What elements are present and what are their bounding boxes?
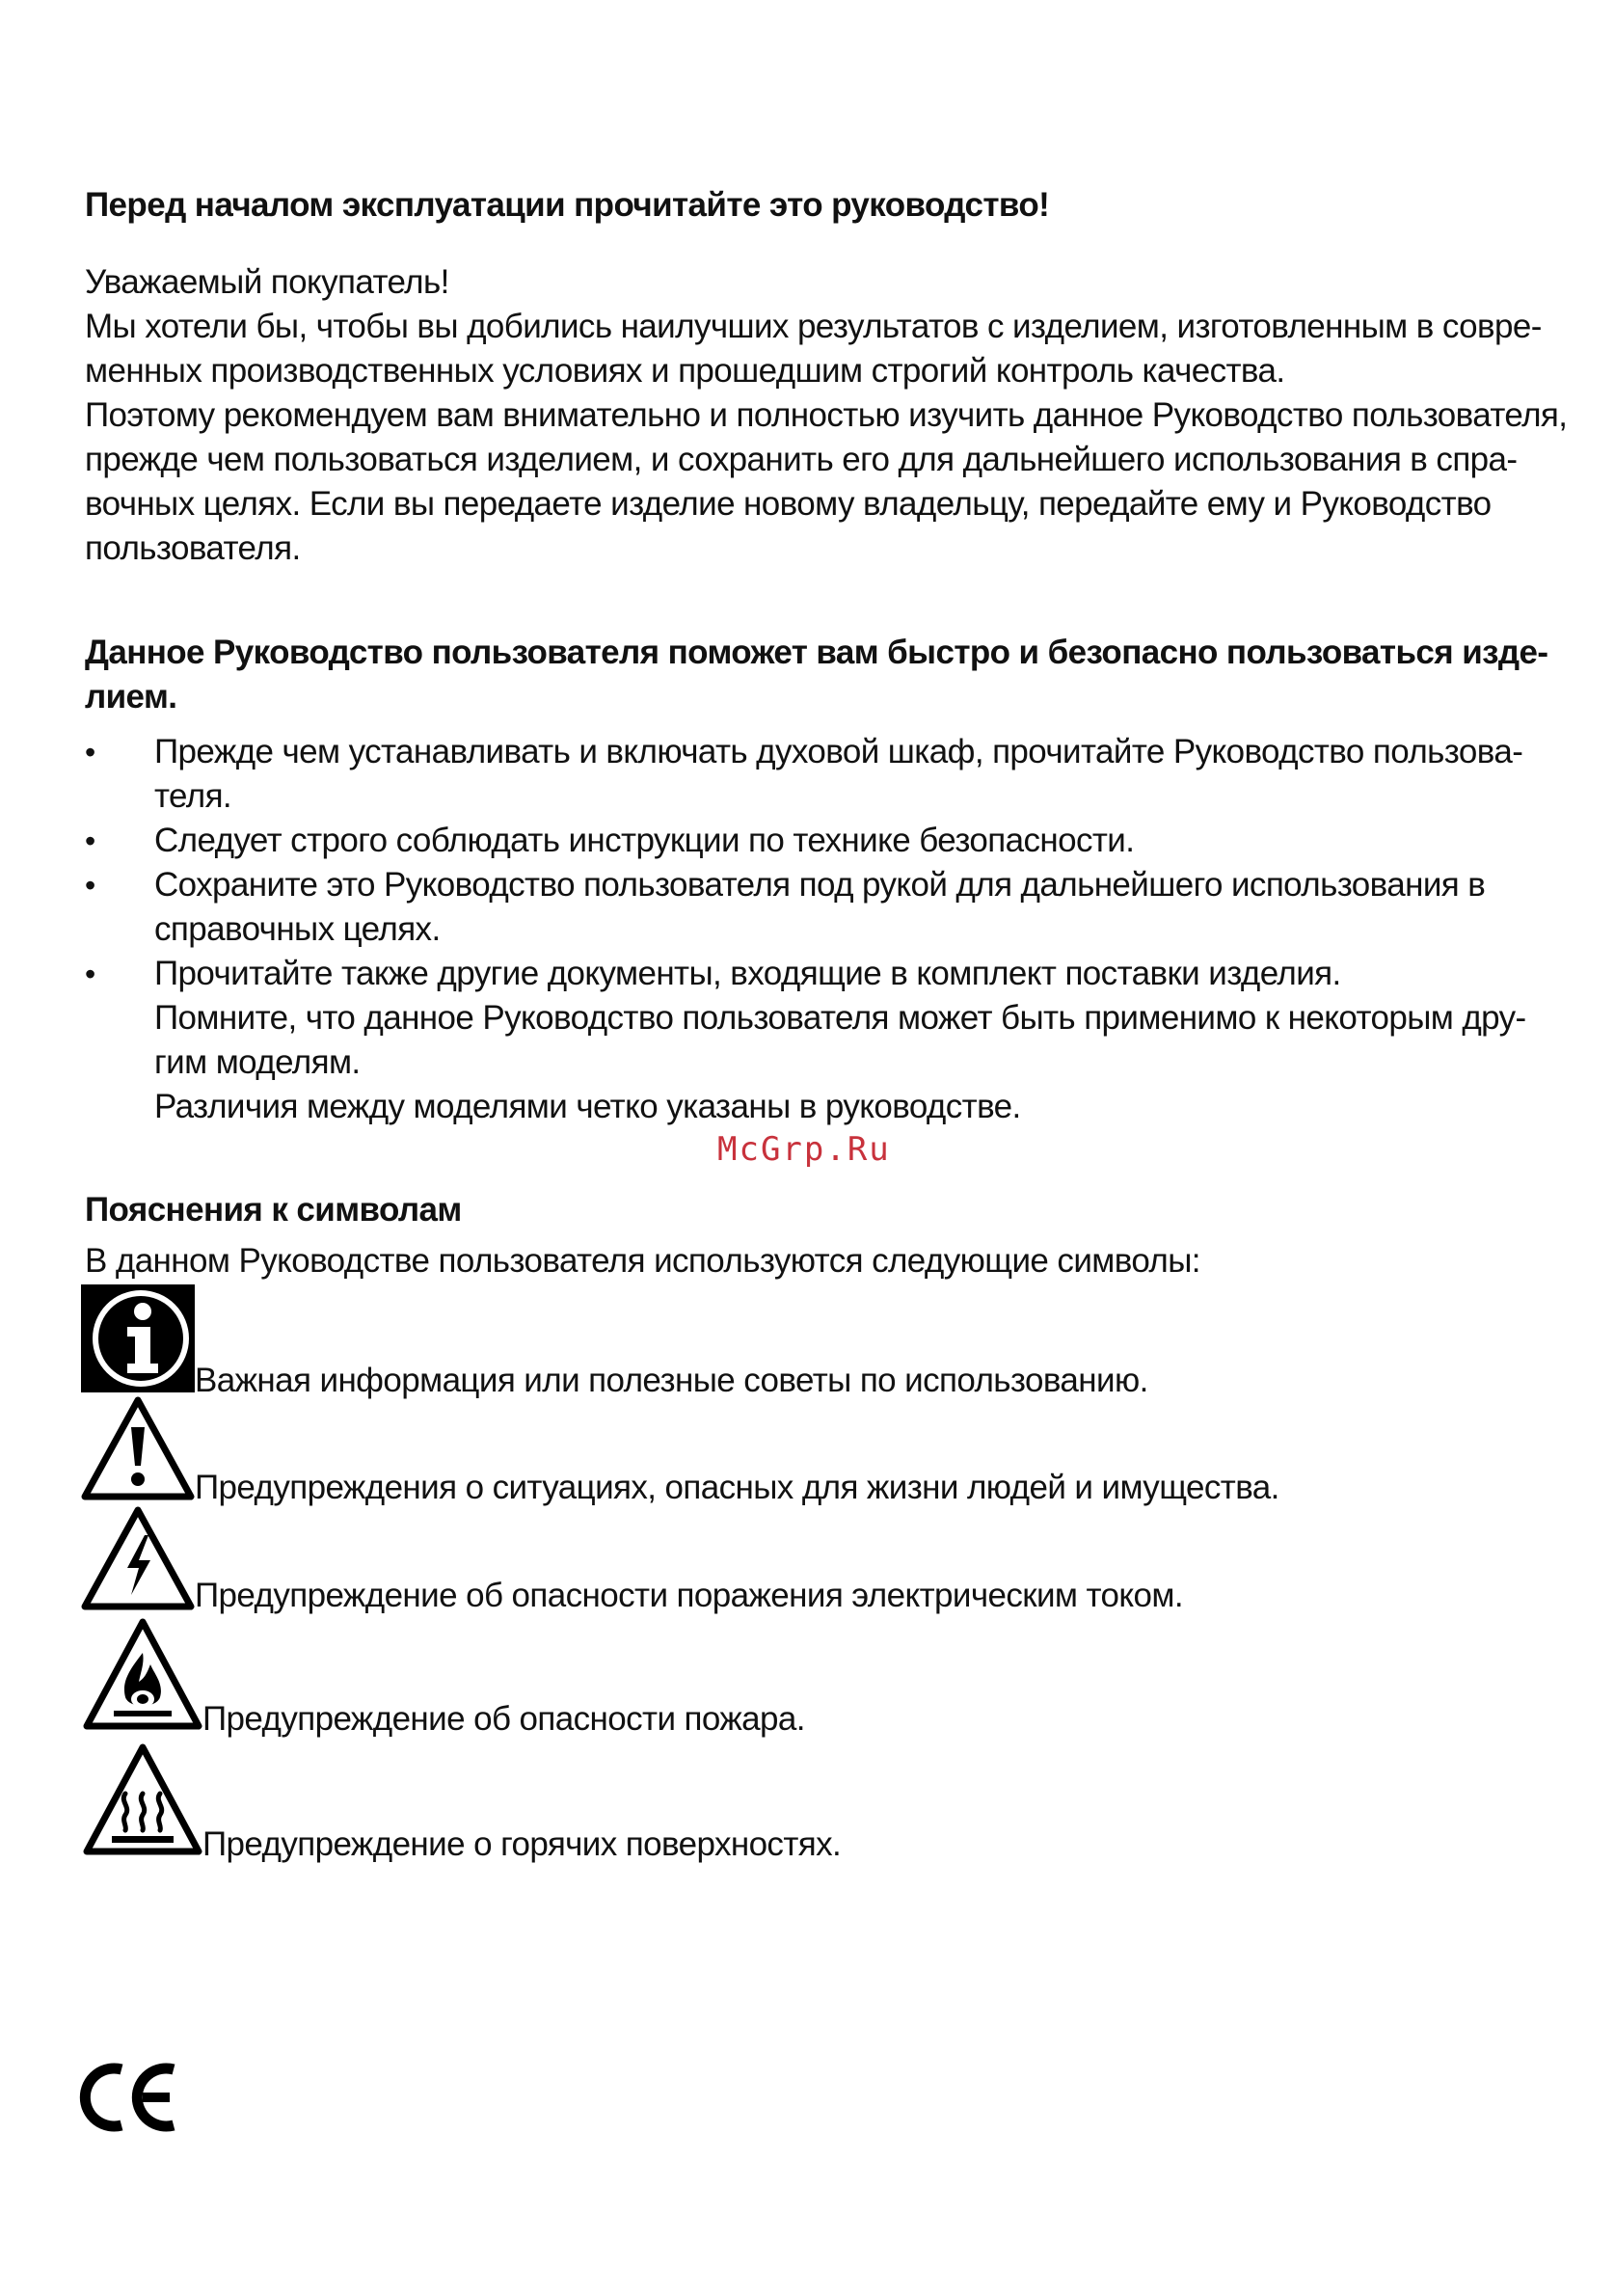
intro-line: прежде чем пользоваться изделием, и сохранить его для дальнейшего использования в спра- [85, 441, 1518, 478]
intro-line: менных производственных условиях и прошедшим строгий контроль качества. [85, 352, 1285, 390]
bullet-text: справочных целях. [154, 910, 441, 948]
bullet-text: теля. [154, 777, 232, 815]
bullet-text: гим моделям. [154, 1043, 361, 1081]
guide-heading-line: лием. [85, 678, 177, 716]
bullet-marker: • [85, 957, 96, 991]
bullet-text: Прежде чем устанавливать и включать духовой шкаф, прочитайте Руководство пользова- [154, 733, 1523, 770]
bullet-marker: • [85, 735, 96, 770]
symbol-description: Предупреждение об опасности поражения электрическим током. [195, 1577, 1183, 1614]
symbols-heading: Пояснения к символам [85, 1191, 462, 1229]
intro-line: Мы хотели бы, чтобы вы добились наилучших результатов с изделием, изготовленным в совре- [85, 308, 1542, 345]
intro-line: пользователя. [85, 529, 301, 567]
page-title: Перед началом эксплуатации прочитайте это руководство! [85, 186, 1050, 224]
info-icon [81, 1284, 195, 1397]
symbol-description: Важная информация или полезные советы по использованию. [195, 1362, 1148, 1399]
watermark-link[interactable]: McGrp.Ru [717, 1130, 891, 1169]
bullet-text: Сохраните это Руководство пользователя под рукой для дальнейшего использования в [154, 866, 1486, 904]
bullet-marker: • [85, 868, 96, 903]
greeting: Уважаемый покупатель! [85, 263, 449, 301]
bullet-marker: • [85, 824, 96, 858]
bullet-text: Следует строго соблюдать инструкции по технике безопасности. [154, 822, 1135, 859]
guide-heading-line: Данное Руководство пользователя поможет вам быстро и безопасно пользоваться изде- [85, 634, 1548, 671]
hot-surface-icon [83, 1743, 202, 1860]
symbols-intro: В данном Руководстве пользователя используются следующие символы: [85, 1242, 1200, 1280]
bullet-text: Прочитайте также другие документы, входящие в комплект поставки изделия. [154, 955, 1341, 992]
intro-line: вочных целях. Если вы передаете изделие новому владельцу, передайте ему и Руководство [85, 485, 1492, 523]
electric-shock-icon [81, 1506, 195, 1615]
bullet-text: Помните, что данное Руководство пользователя может быть применимо к некоторым дру- [154, 999, 1526, 1037]
symbol-description: Предупреждение о горячих поверхностях. [202, 1825, 842, 1863]
symbol-description: Предупреждения о ситуациях, опасных для жизни людей и имущества. [195, 1469, 1279, 1506]
symbol-description: Предупреждение об опасности пожара. [202, 1700, 805, 1738]
warning-icon [81, 1396, 195, 1505]
intro-line: Поэтому рекомендуем вам внимательно и полностью изучить данное Руководство пользователя, [85, 396, 1568, 434]
fire-hazard-icon [83, 1618, 202, 1735]
ce-mark-icon [79, 2062, 179, 2138]
bullet-text: Различия между моделями четко указаны в руководстве. [154, 1088, 1021, 1125]
